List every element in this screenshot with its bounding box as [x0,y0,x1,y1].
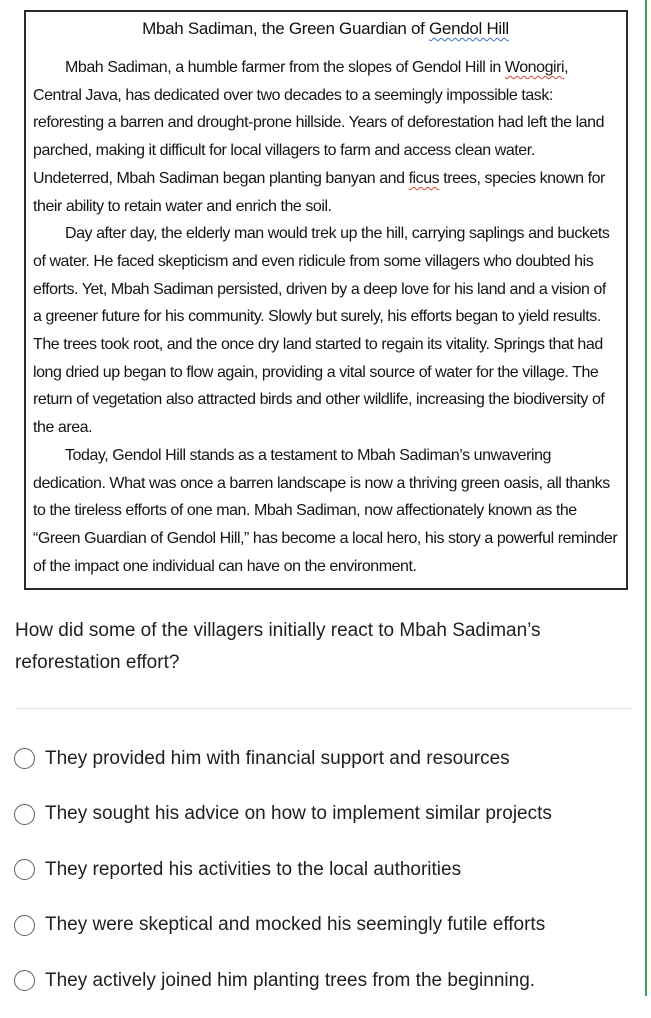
spellcheck-ficus: ficus [408,169,440,187]
answer-option-label: They were skeptical and mocked his seemingly futile efforts [45,914,546,936]
spellcheck-wonogiri: Wonogiri [504,59,565,76]
answer-options [14,740,639,1018]
passage-title [33,18,618,40]
answer-option-label: They provided him with financial support and resources [45,747,510,769]
right-accent-rule [645,0,647,996]
passage-paragraph-1: Mbah Sadiman, a humble farmer from the slopes of Gendol Hill in Wonogiri, Central Java, has dedicated over two decades to a seemingly impossible task: reforesting a barren and drought-prone hillside. Years of deforestation had left the land parched, making it difficult for local villagers to farm and access clean water. Undeterred, Mbah Sadiman began planting banyan and ficus trees, species known for their ability to retain water and enrich the soil. [33,59,605,215]
passage-paragraph-2: Day after day, the elderly man would trek up the hill, carrying saplings and buckets of water. He faced skepticism and even ridicule from some villagers who doubted his efforts. Yet, Mbah Sadiman persisted, driven by a deep love for his land and a vision of a greener future for his community. Slowly but surely, his efforts began to yield results. The trees took root, and the once dry land started to regain its vitality. Springs that had long dried up began to flow again, providing a vital source of water for the village. The return of vegetation also attracted birds and other wildlife, increasing the biodiversity of the area. [33,225,610,437]
answer-option-label: They actively joined him planting trees from the beginning. [45,969,536,991]
radio-button-4[interactable] [14,915,35,936]
answer-option-label: They reported his activities to the local authorities [45,858,462,880]
passage-title-place: Gendol Hill [429,19,509,38]
radio-button-3[interactable] [14,859,35,880]
question-divider [15,708,633,709]
answer-option-label: They sought his advice on how to implement similar projects [45,803,552,825]
radio-button-2[interactable] [14,804,35,825]
answer-option-5[interactable] [14,962,639,999]
passage-paragraph-3: Today, Gendol Hill stands as a testament to Mbah Sadiman’s unwavering dedication. What was once a barren landscape is now a thriving green oasis, all thanks to the tireless efforts of one man. Mbah Sadiman, now affectionately known as the “Green Guardian of Gendol Hill,” has become a local hero, his story a powerful reminder of the impact one individual can have on the environment. [33,446,618,575]
answer-option-3[interactable] [14,851,639,888]
question-text: How did some of the villagers initially react to Mbah Sadiman’s reforestation effort? [15,620,541,673]
reading-passage [24,10,628,590]
answer-option-1[interactable] [14,740,639,777]
radio-button-5[interactable] [14,970,35,991]
answer-option-2[interactable] [14,796,639,833]
passage-title-prefix: Mbah Sadiman, the Green Guardian of [142,19,429,38]
answer-option-4[interactable] [14,907,639,944]
radio-button-1[interactable] [14,748,35,769]
